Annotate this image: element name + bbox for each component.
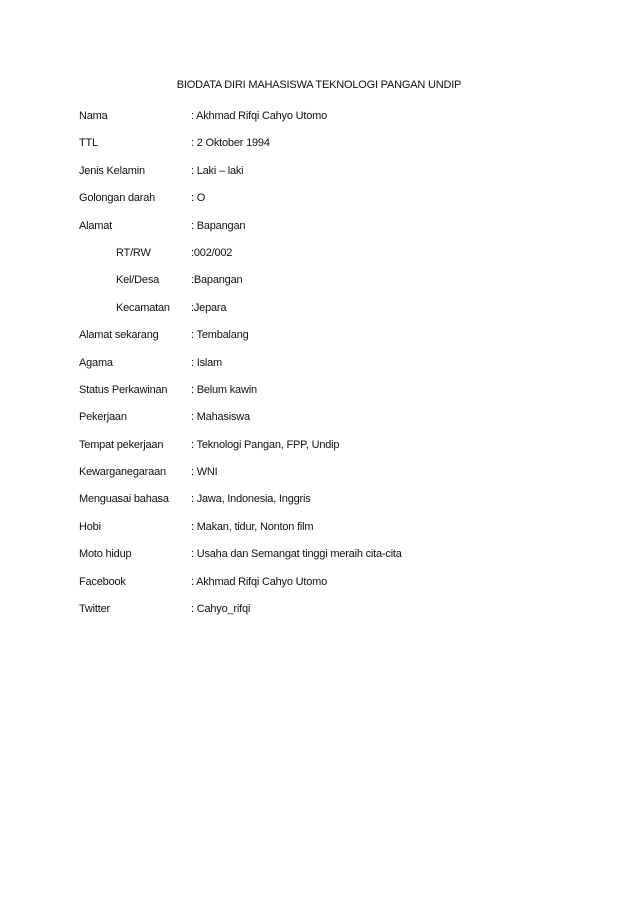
document-title: BIODATA DIRI MAHASISWA TEKNOLOGI PANGAN UNDIP <box>176 79 462 91</box>
field-value: : Akhmad Rifqi Cahyo Utomo <box>191 110 328 122</box>
field-label: Tempat pekerjaan <box>79 438 164 451</box>
field-value: :Bapangan <box>191 274 243 287</box>
field-label: Twitter <box>79 603 110 616</box>
biodata-row <box>79 356 559 383</box>
field-value: : Belum kawin <box>191 383 257 396</box>
biodata-list <box>79 109 559 629</box>
field-value: : 2 Oktober 1994 <box>191 137 270 150</box>
field-label: Kel/Desa <box>116 274 160 287</box>
field-value: : Usaha dan Semangat tinggi meraih cita-cita <box>191 548 402 561</box>
biodata-row <box>79 301 559 328</box>
field-label: Moto hidup <box>79 548 132 561</box>
field-value: : Laki – laki <box>191 164 244 177</box>
biodata-row <box>79 219 559 246</box>
biodata-row <box>79 410 559 437</box>
field-value: : WNI <box>191 466 218 479</box>
field-value: : Akhmad Rifqi Cahyo Utomo <box>191 575 328 588</box>
field-value: : Tembalang <box>191 329 249 342</box>
field-label: Alamat <box>79 219 113 232</box>
field-label: Status Perkawinan <box>79 383 168 396</box>
biodata-row <box>79 164 559 191</box>
field-value: : Makan, tidur, Nonton film <box>191 520 314 533</box>
field-value: : Teknologi Pangan, FPP, Undip <box>191 438 340 451</box>
biodata-row <box>79 547 559 574</box>
field-label: Alamat sekarang <box>79 329 159 342</box>
biodata-row <box>79 492 559 519</box>
biodata-row <box>79 465 559 492</box>
biodata-row <box>79 109 559 136</box>
field-label: Kewarganegaraan <box>79 466 166 479</box>
biodata-row <box>79 136 559 163</box>
field-label: Nama <box>79 110 108 122</box>
field-value: : O <box>191 192 206 205</box>
biodata-row <box>79 328 559 355</box>
biodata-row <box>79 191 559 218</box>
biodata-row <box>79 246 559 273</box>
field-value: :002/002 <box>191 246 233 259</box>
field-value: : Mahasiswa <box>191 411 250 424</box>
field-label: Pekerjaan <box>79 411 127 424</box>
biodata-row <box>79 273 559 300</box>
field-label: TTL <box>79 137 98 150</box>
field-value: : Bapangan <box>191 219 246 232</box>
field-value: :Jepara <box>191 301 227 314</box>
biodata-row <box>79 438 559 465</box>
field-value: : Jawa, Indonesia, Inggris <box>191 493 311 506</box>
field-label: Hobi <box>79 520 101 533</box>
field-value: : Islam <box>191 356 222 369</box>
biodata-row <box>79 520 559 547</box>
field-label: Agama <box>79 356 113 369</box>
field-value: : Cahyo_rifqi <box>191 603 251 616</box>
biodata-row <box>79 575 559 602</box>
field-label: Jenis Kelamin <box>79 164 145 177</box>
field-label: Menguasai bahasa <box>79 493 169 506</box>
field-label: Golongan darah <box>79 192 156 205</box>
field-label: Kecamatan <box>116 301 170 314</box>
biodata-row <box>79 383 559 410</box>
biodata-row <box>79 602 559 629</box>
field-label: RT/RW <box>116 246 151 259</box>
field-label: Facebook <box>79 575 126 588</box>
